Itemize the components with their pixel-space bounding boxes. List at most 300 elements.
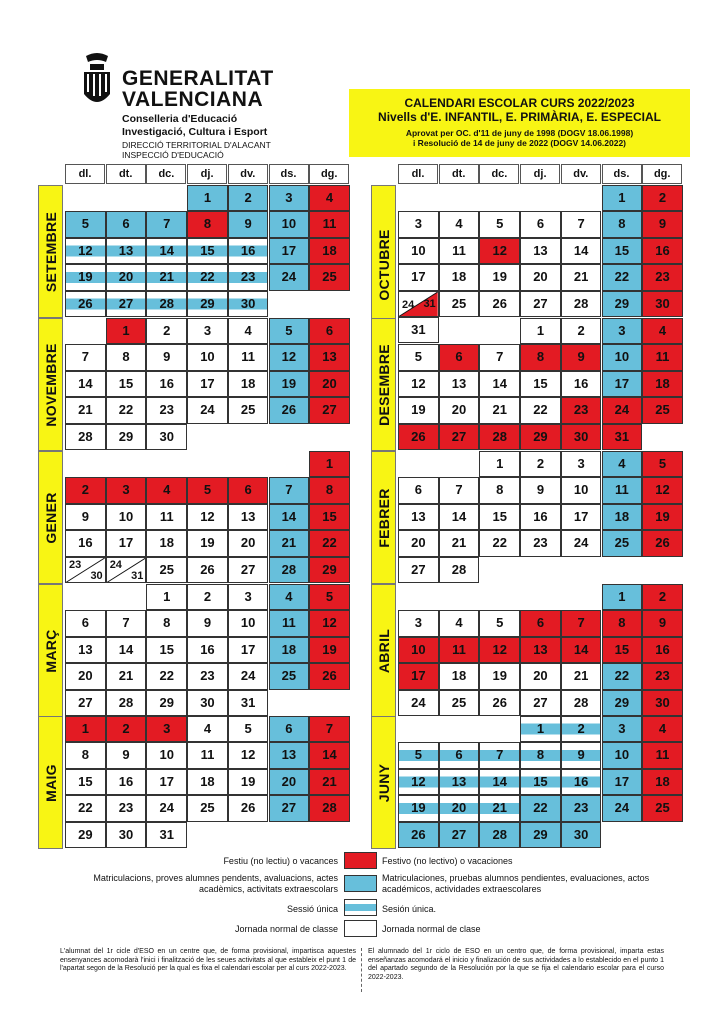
day-cell: 8 [146,610,187,636]
day-cell: 1 [520,716,561,742]
day-cell: 18 [642,371,683,397]
day-cell: 21 [269,530,310,556]
legend-normal-swatch [344,920,377,937]
day-cell: 1 [520,318,561,344]
day-cell: 2 [187,584,228,610]
day-cell: 3 [228,584,269,610]
day-cell: 29 [106,424,147,450]
day-cell: 8 [602,610,643,636]
day-cell: 22 [479,530,520,556]
day-cell: 26 [642,530,683,556]
weekday-header: dg. [309,164,349,184]
weekday-header: dt. [439,164,479,184]
day-cell: 29 [520,822,561,848]
department [122,113,267,139]
day-cell: 15 [106,371,147,397]
day-cell: 3 [187,318,228,344]
day-cell: 12 [269,344,310,370]
day-cell: 29 [187,291,228,317]
month-label [38,716,63,849]
day-cell: 15 [602,238,643,264]
day-cell: 7 [65,344,106,370]
day-number: 23 [69,558,82,571]
legend-actes-ca-2: acadèmics, activitats extraescolars [198,884,338,894]
day-cell: 23 [106,795,147,821]
day-cell: 16 [561,371,602,397]
day-cell: 2 [561,318,602,344]
legend-actes-es-1: Matriculaciones, pruebas alumnos pendientes, evaluaciones, actos [382,873,650,883]
day-cell: 14 [479,769,520,795]
day-cell: 6 [269,716,310,742]
day-cell: 20 [398,530,439,556]
day-cell: 1 [602,584,643,610]
title-line-3: Aprovat per OC. d'11 de juny de 1998 (DOGV 18.06.1998) [405,128,634,138]
day-cell: 6 [439,742,480,768]
day-cell: 30 [642,291,683,317]
day-cell: 11 [439,637,480,663]
legend-normal-es: Jornada normal de clase [382,924,481,934]
day-cell: 13 [106,238,147,264]
day-cell: 22 [520,795,561,821]
day-cell: 11 [642,742,683,768]
day-cell: 5 [642,451,683,477]
day-cell: 14 [309,742,350,768]
day-cell: 17 [398,663,439,689]
day-cell: 27 [65,690,106,716]
day-cell: 23 [561,397,602,423]
day-cell: 14 [106,637,147,663]
day-cell: 11 [187,742,228,768]
weekday-header: ds. [269,164,309,184]
day-cell: 25 [187,795,228,821]
month-label [38,451,63,584]
day-cell: 1 [479,451,520,477]
day-cell: 24 [561,530,602,556]
day-cell: 8 [520,344,561,370]
day-cell: 26 [398,822,439,848]
day-cell: 29 [65,822,106,848]
day-cell: 23 [187,663,228,689]
month-name: MARÇ [42,628,59,673]
day-cell: 20 [439,397,480,423]
month-name: GENER [42,491,59,544]
day-cell: 2 [642,185,683,211]
day-cell: 1 [309,451,350,477]
legend-sessio-es: Sesión única. [382,904,437,914]
day-cell: 10 [602,344,643,370]
day-cell: 18 [602,504,643,530]
day-cell: 9 [106,742,147,768]
day-number: 31 [131,569,144,582]
day-cell: 18 [187,769,228,795]
day-cell: 30 [642,690,683,716]
day-cell: 11 [269,610,310,636]
day-cell: 27 [309,397,350,423]
day-cell: 5 [65,211,106,237]
day-cell: 10 [602,742,643,768]
day-cell: 16 [146,371,187,397]
day-cell: 15 [602,637,643,663]
day-cell: 13 [439,371,480,397]
title-box [349,89,690,157]
day-cell: 27 [269,795,310,821]
day-cell: 1 [187,185,228,211]
day-cell: 13 [439,769,480,795]
day-cell: 22 [602,264,643,290]
day-cell: 9 [561,742,602,768]
day-cell: 28 [479,822,520,848]
day-cell: 28 [479,424,520,450]
day-cell: 13 [520,238,561,264]
month-name: FEBRER [375,487,392,548]
day-cell: 9 [65,504,106,530]
legend-sessio-swatch [344,899,377,916]
day-cell: 26 [269,397,310,423]
day-cell: 21 [65,397,106,423]
day-cell: 2 [642,584,683,610]
day-cell: 5 [269,318,310,344]
day-cell: 5 [309,584,350,610]
weekday-header: dj. [187,164,227,184]
day-cell: 4 [269,584,310,610]
day-cell: 7 [269,477,310,503]
day-cell: 29 [146,690,187,716]
day-cell: 17 [146,769,187,795]
day-cell: 5 [228,716,269,742]
day-cell: 14 [479,371,520,397]
day-cell: 17 [602,371,643,397]
note-es: El alumnado del 1r ciclo de ESO en un centro que, de forma provisional, imparta estas enseñanzas acomodará el inicio y finalización de sus actividades a lo establecido en el punto 1 del apartado segundo de la Resolución por la que se fija el calendario escolar para el curso 2022-2023. [368,948,664,981]
day-cell: 25 [228,397,269,423]
day-cell: 16 [106,769,147,795]
day-cell: 3 [398,211,439,237]
day-cell: 31 [228,690,269,716]
day-cell: 29 [520,424,561,450]
day-cell: 28 [309,795,350,821]
day-cell: 19 [642,504,683,530]
day-cell: 26 [65,291,106,317]
day-cell: 28 [146,291,187,317]
month-label [38,318,63,451]
day-cell: 16 [642,637,683,663]
day-cell: 8 [187,211,228,237]
day-cell [65,557,106,583]
day-cell: 6 [65,610,106,636]
day-cell: 3 [602,318,643,344]
day-cell: 10 [561,477,602,503]
weekday-header: dc. [479,164,519,184]
day-cell: 2 [106,716,147,742]
day-cell: 27 [439,822,480,848]
day-cell: 10 [269,211,310,237]
day-cell: 22 [187,264,228,290]
day-cell: 11 [146,504,187,530]
day-cell: 9 [561,344,602,370]
day-cell: 23 [228,264,269,290]
day-cell: 8 [602,211,643,237]
note-ca: L'alumnat del 1r cicle d'ESO en un centre que, de forma provisional, impartisca aquestes ensenyances acomodarà l'inici i finalització de les seues activitats al que estableix el punt 1 de l'apartat segon de la Resolució per la qual es fixa el calendari escolar per al curs 2022-2023. [60,948,356,972]
day-cell: 25 [309,264,350,290]
day-cell: 17 [106,530,147,556]
day-cell: 27 [228,557,269,583]
day-cell: 15 [146,637,187,663]
day-cell: 2 [561,716,602,742]
day-cell: 22 [146,663,187,689]
day-cell: 15 [65,769,106,795]
day-cell: 22 [309,530,350,556]
day-cell: 3 [398,610,439,636]
day-cell: 14 [439,504,480,530]
day-cell: 20 [439,795,480,821]
day-cell: 17 [269,238,310,264]
day-cell: 12 [479,238,520,264]
day-cell: 28 [269,557,310,583]
day-cell: 1 [602,185,643,211]
day-cell: 26 [479,690,520,716]
day-cell: 15 [309,504,350,530]
day-cell: 3 [146,716,187,742]
day-cell: 29 [309,557,350,583]
day-cell: 22 [106,397,147,423]
organization-name [122,68,274,110]
day-cell: 18 [642,769,683,795]
day-cell: 15 [520,371,561,397]
day-cell: 14 [561,238,602,264]
day-cell: 19 [309,637,350,663]
day-cell: 25 [642,795,683,821]
org-line-2: VALENCIANA [122,88,264,111]
day-cell: 25 [602,530,643,556]
day-cell: 21 [146,264,187,290]
day-cell: 7 [479,344,520,370]
insp-line-2: INSPECCIÓ D'EDUCACIÓ [122,150,224,160]
day-cell: 19 [228,769,269,795]
weekday-header: dc. [146,164,186,184]
day-cell: 5 [479,610,520,636]
day-cell: 10 [228,610,269,636]
day-cell: 4 [309,185,350,211]
day-cell: 8 [520,742,561,768]
weekday-header: dg. [642,164,682,184]
day-cell: 28 [561,291,602,317]
title-line-2: Nivells d'E. INFANTIL, E. PRIMÀRIA, E. ESPECIAL [378,110,661,124]
day-cell: 24 [602,397,643,423]
day-cell: 11 [309,211,350,237]
day-cell [398,291,439,317]
day-cell: 7 [309,716,350,742]
day-cell: 24 [602,795,643,821]
day-cell: 9 [642,610,683,636]
day-cell: 10 [146,742,187,768]
day-cell: 15 [520,769,561,795]
day-cell: 20 [228,530,269,556]
day-cell: 13 [269,742,310,768]
day-cell: 5 [479,211,520,237]
weekday-header: dv. [228,164,268,184]
day-cell: 25 [146,557,187,583]
month-name: OCTUBRE [375,229,392,301]
day-cell: 10 [106,504,147,530]
day-cell: 9 [520,477,561,503]
day-cell: 7 [479,742,520,768]
day-cell: 11 [602,477,643,503]
day-cell: 7 [439,477,480,503]
day-cell: 9 [146,344,187,370]
day-cell: 25 [439,291,480,317]
day-cell: 15 [479,504,520,530]
day-cell: 6 [439,344,480,370]
legend-actes-es [382,873,682,895]
day-cell: 1 [146,584,187,610]
day-cell: 10 [398,637,439,663]
day-cell: 11 [228,344,269,370]
day-cell: 21 [561,663,602,689]
day-cell: 7 [561,211,602,237]
dept-line-1: Conselleria d'Educació [122,113,238,125]
day-cell: 27 [439,424,480,450]
day-cell: 3 [602,716,643,742]
day-cell: 19 [187,530,228,556]
day-cell: 28 [65,424,106,450]
day-cell: 14 [269,504,310,530]
month-label [371,318,396,451]
day-cell: 13 [65,637,106,663]
month-label [371,451,396,584]
day-cell: 18 [146,530,187,556]
day-cell: 25 [642,397,683,423]
day-cell: 28 [439,557,480,583]
day-number: 31 [423,297,436,310]
day-cell: 4 [439,211,480,237]
day-cell: 12 [309,610,350,636]
day-cell: 24 [187,397,228,423]
day-cell: 9 [187,610,228,636]
title-line-1: CALENDARI ESCOLAR CURS 2022/2023 [404,96,635,110]
day-cell: 5 [187,477,228,503]
day-cell: 11 [642,344,683,370]
month-label [371,584,396,717]
day-cell: 13 [398,504,439,530]
day-cell: 19 [479,663,520,689]
day-cell: 28 [561,690,602,716]
day-cell: 18 [439,663,480,689]
day-cell: 26 [187,557,228,583]
day-cell: 30 [146,424,187,450]
day-cell: 27 [398,557,439,583]
day-cell: 23 [642,264,683,290]
day-cell: 16 [187,637,228,663]
day-cell: 17 [398,264,439,290]
day-cell: 13 [520,637,561,663]
day-cell: 22 [602,663,643,689]
day-cell: 20 [520,663,561,689]
day-cell: 21 [439,530,480,556]
day-cell: 4 [146,477,187,503]
day-cell: 6 [520,211,561,237]
day-cell: 16 [561,769,602,795]
day-cell: 24 [146,795,187,821]
day-cell: 29 [602,690,643,716]
day-cell: 25 [269,663,310,689]
legend-normal-ca: Jornada normal de classe [234,924,338,934]
day-cell: 2 [228,185,269,211]
inspection [122,140,271,160]
day-cell: 15 [187,238,228,264]
weekday-header: dl. [65,164,105,184]
day-cell: 21 [106,663,147,689]
weekday-header: dt. [106,164,146,184]
day-cell: 4 [187,716,228,742]
day-cell: 13 [309,344,350,370]
day-cell: 24 [269,264,310,290]
day-cell: 18 [228,371,269,397]
legend-actes-ca [60,873,338,895]
day-cell: 5 [398,742,439,768]
day-cell: 5 [398,344,439,370]
legend-festiu-es: Festivo (no lectivo) o vacaciones [382,856,513,866]
generalitat-logo-icon [80,52,114,114]
day-cell: 8 [479,477,520,503]
month-name: DESEMBRE [375,343,392,426]
day-cell: 17 [561,504,602,530]
day-cell: 20 [269,769,310,795]
day-cell: 17 [602,769,643,795]
legend-sessio-ca: Sessió única [286,904,338,914]
day-cell: 12 [398,371,439,397]
day-cell: 19 [398,397,439,423]
day-cell: 31 [398,317,439,343]
month-name: NOVEMBRE [42,342,59,427]
day-cell: 3 [106,477,147,503]
day-number: 24 [109,558,122,571]
insp-line-1: DIRECCIÓ TERRITORIAL D'ALACANT [122,140,271,150]
day-cell: 4 [228,318,269,344]
day-cell: 27 [520,291,561,317]
day-cell: 30 [228,291,269,317]
weekday-header: dj. [520,164,560,184]
month-name: ABRIL [375,628,392,673]
day-cell: 19 [269,371,310,397]
legend-actes-es-2: académicos, actividades extraescolares [382,884,542,894]
legend-festiu-ca: Festiu (no lectiu) o vacances [223,856,338,866]
day-cell: 17 [187,371,228,397]
day-cell: 19 [398,795,439,821]
day-cell: 6 [309,318,350,344]
day-cell: 23 [642,663,683,689]
legend-festiu-swatch [344,852,377,869]
day-cell: 12 [187,504,228,530]
day-cell: 16 [228,238,269,264]
day-cell: 19 [65,264,106,290]
org-line-1: GENERALITAT [122,67,274,90]
day-cell: 27 [106,291,147,317]
day-cell: 1 [106,318,147,344]
day-cell: 20 [309,371,350,397]
month-name: MAIG [42,763,59,802]
day-cell: 25 [439,690,480,716]
day-cell: 27 [520,690,561,716]
day-cell [106,557,147,583]
legend-actes-ca-1: Matriculacions, proves alumnes pendents, avaluacions, actes [93,873,338,883]
day-cell: 17 [228,637,269,663]
day-cell: 2 [65,477,106,503]
day-cell: 9 [642,211,683,237]
day-cell: 9 [228,211,269,237]
dept-line-2: Investigació, Cultura i Esport [122,126,268,138]
day-cell: 24 [398,690,439,716]
day-cell: 21 [479,795,520,821]
day-cell: 14 [146,238,187,264]
